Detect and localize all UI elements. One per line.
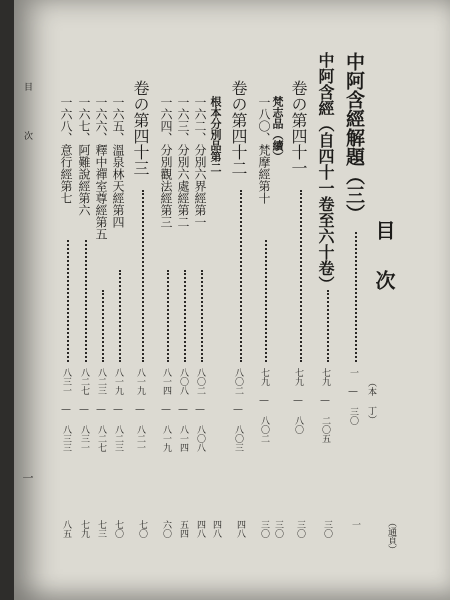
toc-entry-title: 一六六、釋中禪室尊經第五 xyxy=(94,96,108,240)
toc-entry-page-top: 八一九 ― 八二一 xyxy=(135,368,145,452)
toc-entry-title: 一六七、阿難說經第六 xyxy=(77,96,91,216)
toc-entry-page-bottom: 一 xyxy=(350,520,360,529)
toc-entry-page-top: 八二七 ― 八三一 xyxy=(79,368,89,452)
toc-entry-title: 中阿含經（自四十一卷至六十卷） xyxy=(316,52,335,292)
leader-dots xyxy=(119,270,121,362)
toc-entry-title: 中阿含經解題（三） xyxy=(343,52,365,223)
margin-label: 目次 xyxy=(22,82,32,180)
toc-entry-title: 卷の第四十三 xyxy=(131,80,150,176)
toc-entry-page-bottom: 五四 xyxy=(178,520,188,538)
toc-entry-title: 梵志品（續） xyxy=(271,96,284,162)
leader-dots xyxy=(102,290,104,362)
page-number: 一 xyxy=(21,472,34,483)
toc-entry-page-bottom: 七三 xyxy=(96,520,106,538)
toc-entry-page-top: 七九 ― 八〇 xyxy=(293,368,303,434)
leader-dots xyxy=(355,232,357,362)
toc-entry-page-top: 八一九 ― 八二三 xyxy=(113,368,123,452)
toc-entry-page-bottom: 七〇 xyxy=(137,520,147,538)
leader-dots xyxy=(327,290,329,362)
toc-entry-page-top: 八〇八 ― 八一四 xyxy=(178,368,188,452)
leader-dots xyxy=(201,270,203,362)
toc-entry-page-bottom: 三〇 xyxy=(259,520,269,538)
book-page xyxy=(14,0,450,600)
toc-entry-title: 卷の第四十一 xyxy=(289,80,308,176)
toc-entry-page-bottom: 四八 xyxy=(235,520,245,538)
toc-entry-page-bottom: 三〇 xyxy=(295,520,305,538)
toc-entry-page-bottom: 三〇 xyxy=(273,520,283,538)
toc-entry-title: 一六四、分別觀法經第三 xyxy=(159,96,173,228)
column-header-bottom: （通頁） xyxy=(386,518,396,554)
toc-entry-page-top: 八三一 ― 八三三 xyxy=(61,368,71,452)
toc-entry-title: 根本分別品第二 xyxy=(209,96,222,173)
leader-dots xyxy=(167,270,169,362)
leader-dots xyxy=(265,240,267,362)
toc-entry-page-top: 七九 ― 二〇五 xyxy=(320,368,330,443)
toc-entry-page-top: 七九 ― 八〇二 xyxy=(259,368,269,443)
toc-entry-page-bottom: 四八 xyxy=(211,520,221,538)
toc-entry-title: 一六三、分別六處經第二 xyxy=(176,96,190,228)
leader-dots xyxy=(85,240,87,362)
leader-dots xyxy=(300,190,302,362)
toc-entry-page-top: 一 ― 三〇 xyxy=(348,368,358,425)
toc-entry-page-bottom: 三〇 xyxy=(322,520,332,538)
leader-dots xyxy=(184,270,186,362)
toc-entry-page-bottom: 七九 xyxy=(79,520,89,538)
toc-entry-title: 一八〇、梵摩經第十 xyxy=(257,96,271,204)
toc-entry-page-bottom: 七〇 xyxy=(113,520,123,538)
column-header-top: （本 丁） xyxy=(366,378,376,424)
toc-entry-page-top: 八一四 ― 八一九 xyxy=(161,368,171,452)
toc-entry-page-bottom: 六〇 xyxy=(161,520,171,538)
toc-entry-title: 卷の第四十二 xyxy=(229,80,248,176)
toc-entry-page-bottom: 四八 xyxy=(195,520,205,538)
leader-dots xyxy=(142,190,144,362)
page-title: 目次 xyxy=(372,220,396,320)
toc-entry-title: 一六二、分別六界經第一 xyxy=(193,96,207,228)
toc-entry-page-bottom: 八五 xyxy=(61,520,71,538)
toc-entry-title: 一六五、溫泉林天經第四 xyxy=(111,96,125,228)
toc-entry-page-top: 八〇二 ― 八〇三 xyxy=(233,368,243,452)
leader-dots xyxy=(240,190,242,362)
toc-entry-page-top: 八〇二 ― 八〇八 xyxy=(195,368,205,452)
toc-entry-title: 一六八、意行經第七 xyxy=(59,96,73,204)
leader-dots xyxy=(67,240,69,362)
toc-entry-page-top: 八二三 ― 八二七 xyxy=(96,368,106,452)
